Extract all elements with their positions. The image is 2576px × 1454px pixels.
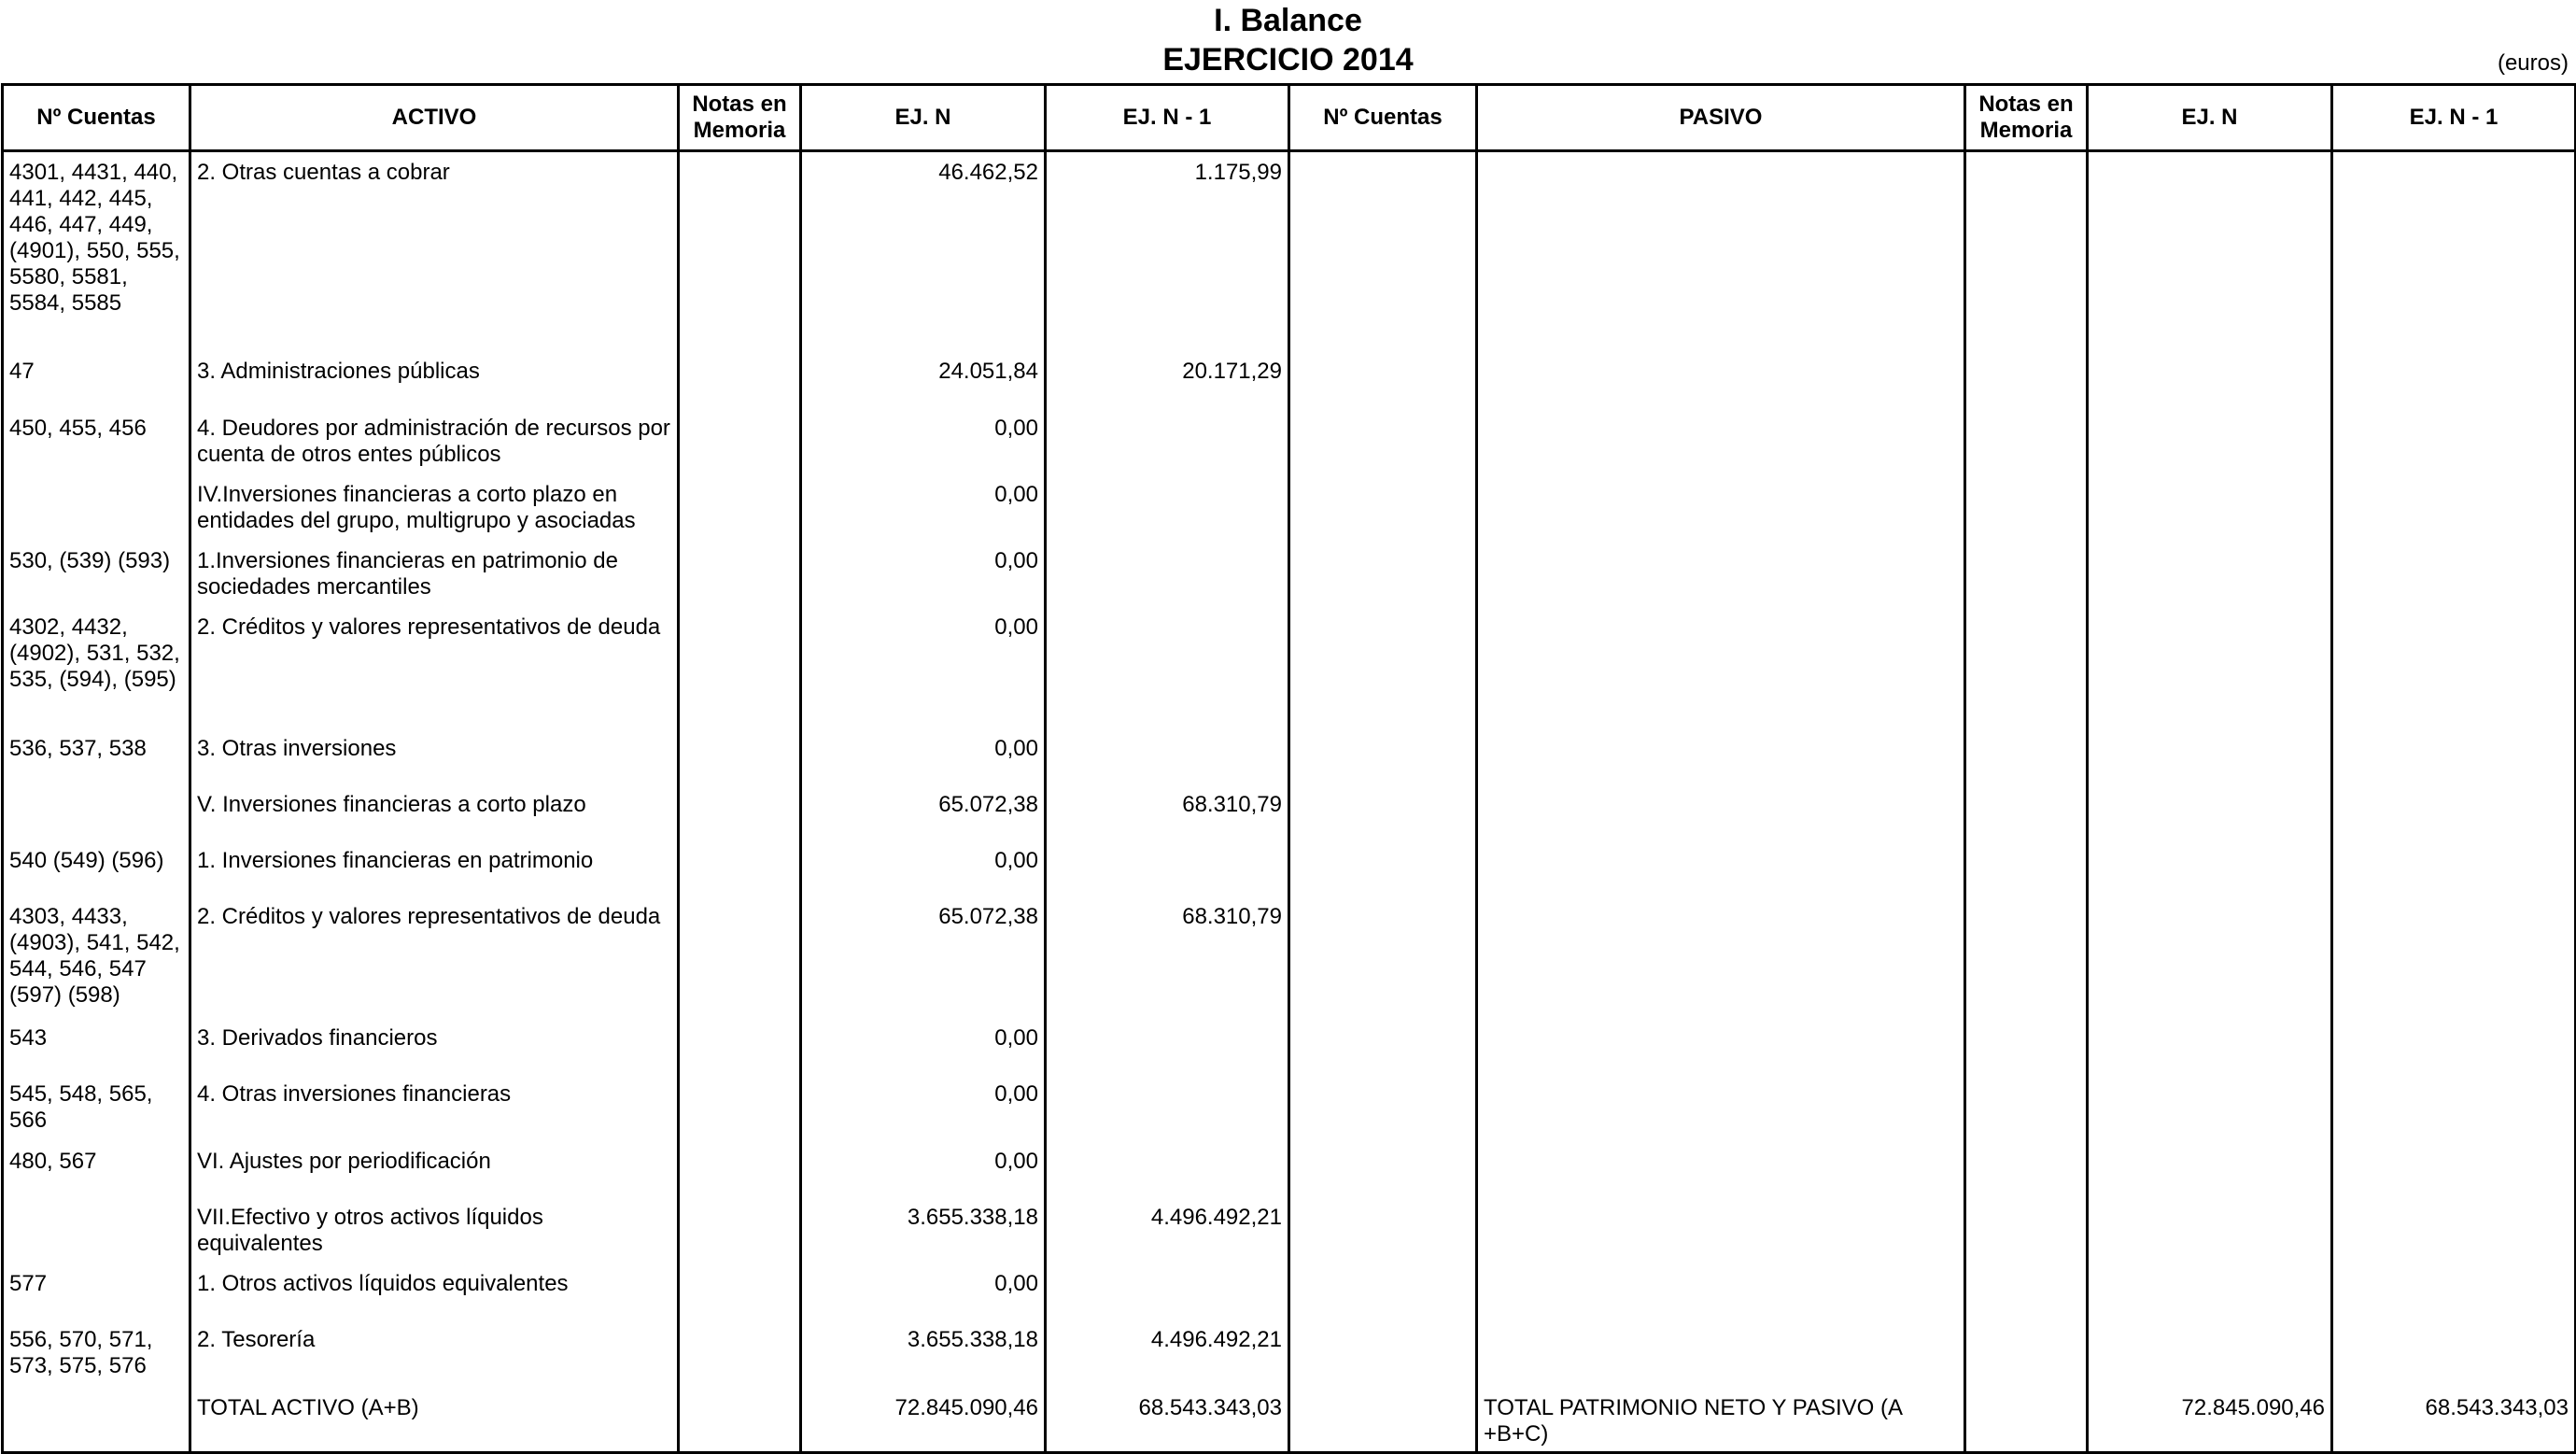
ej-n-cell: 0,00 [801, 541, 1046, 607]
pasivo-ej-n-1-cell [2332, 408, 2576, 474]
pasivo-ej-n-1-cell [2332, 1320, 2576, 1388]
concepto-cell: 3. Otras inversiones [190, 728, 679, 784]
ej-n-cell: 65.072,38 [801, 784, 1046, 840]
pasivo-concepto-cell [1477, 351, 1965, 408]
ej-n-cell: 0,00 [801, 1074, 1046, 1141]
pasivo-cuentas-cell [1289, 728, 1477, 784]
pasivo-ej-n-1-cell [2332, 351, 2576, 408]
notas-cell [679, 1074, 801, 1141]
concepto-cell: V. Inversiones financieras a corto plazo [190, 784, 679, 840]
pasivo-ej-n-1-cell [2332, 784, 2576, 840]
pasivo-ej-n-1-cell [2332, 840, 2576, 896]
pasivo-notas-cell [1965, 474, 2088, 541]
concepto-cell: 1.Inversiones financieras en patrimonio de sociedades mercantiles [190, 541, 679, 607]
pasivo-ej-n-1-cell [2332, 1197, 2576, 1263]
pasivo-notas-cell [1965, 784, 2088, 840]
header-cuentas: Nº Cuentas [3, 85, 190, 151]
header-ej-n-pasivo: EJ. N [2088, 85, 2332, 151]
pasivo-ej-n-cell [2088, 1320, 2332, 1388]
notas-cell [679, 1018, 801, 1074]
pasivo-cuentas-cell [1289, 408, 1477, 474]
pasivo-ej-n-1-cell [2332, 1263, 2576, 1320]
pasivo-ej-n-cell [2088, 1018, 2332, 1074]
pasivo-cuentas-cell [1289, 474, 1477, 541]
page-title: I. Balance [1214, 3, 1362, 38]
table-row [3, 728, 2576, 784]
pasivo-notas-cell [1965, 151, 2088, 351]
pasivo-notas-cell [1965, 408, 2088, 474]
ej-n-1-cell [1046, 408, 1289, 474]
pasivo-concepto-cell [1477, 541, 1965, 607]
table-row [3, 151, 2576, 351]
pasivo-ej-n-1-cell [2332, 1141, 2576, 1197]
pasivo-concepto-cell [1477, 1018, 1965, 1074]
table-row [3, 896, 2576, 1018]
cuentas-cell: 47 [3, 351, 190, 408]
total-activo-ej-n-1: 68.543.343,03 [1046, 1388, 1289, 1453]
pasivo-concepto-cell [1477, 474, 1965, 541]
pasivo-cuentas-cell [1289, 1074, 1477, 1141]
pasivo-notas-cell [1965, 541, 2088, 607]
notas-cell [679, 408, 801, 474]
cuentas-cell [3, 1197, 190, 1263]
table-row [3, 351, 2576, 408]
pasivo-ej-n-1-cell [2332, 1018, 2576, 1074]
pasivo-concepto-cell [1477, 1320, 1965, 1388]
table-row [3, 1074, 2576, 1141]
pasivo-ej-n-cell [2088, 351, 2332, 408]
pasivo-ej-n-cell [2088, 607, 2332, 728]
ej-n-cell: 0,00 [801, 1141, 1046, 1197]
pasivo-concepto-cell [1477, 1141, 1965, 1197]
pasivo-ej-n-1-cell [2332, 1074, 2576, 1141]
pasivo-concepto-cell [1477, 1263, 1965, 1320]
concepto-cell: 3. Derivados financieros [190, 1018, 679, 1074]
total-cuentas-pasivo [1289, 1388, 1477, 1453]
header-cuentas-pasivo: Nº Cuentas [1289, 85, 1477, 151]
ej-n-cell: 46.462,52 [801, 151, 1046, 351]
header-notas-pasivo: Notas en Memoria [1965, 85, 2088, 151]
pasivo-cuentas-cell [1289, 607, 1477, 728]
header-activo: ACTIVO [190, 85, 679, 151]
table-row [3, 784, 2576, 840]
ej-n-1-cell: 20.171,29 [1046, 351, 1289, 408]
ej-n-1-cell [1046, 474, 1289, 541]
table-row [3, 1018, 2576, 1074]
ej-n-1-cell: 68.310,79 [1046, 784, 1289, 840]
concepto-cell: 3. Administraciones públicas [190, 351, 679, 408]
concepto-cell: 4. Deudores por administración de recursos por cuenta de otros entes públicos [190, 408, 679, 474]
cuentas-cell: 450, 455, 456 [3, 408, 190, 474]
pasivo-cuentas-cell [1289, 896, 1477, 1018]
cuentas-cell: 530, (539) (593) [3, 541, 190, 607]
pasivo-concepto-cell [1477, 784, 1965, 840]
pasivo-ej-n-cell [2088, 541, 2332, 607]
pasivo-notas-cell [1965, 896, 2088, 1018]
table-row [3, 408, 2576, 474]
concepto-cell: 1. Otros activos líquidos equivalentes [190, 1263, 679, 1320]
notas-cell [679, 896, 801, 1018]
pasivo-concepto-cell [1477, 840, 1965, 896]
ej-n-cell: 0,00 [801, 728, 1046, 784]
ej-n-1-cell [1046, 840, 1289, 896]
pasivo-ej-n-cell [2088, 728, 2332, 784]
ej-n-cell: 0,00 [801, 1018, 1046, 1074]
total-pasivo-ej-n-1: 68.543.343,03 [2332, 1388, 2576, 1453]
notas-cell [679, 1263, 801, 1320]
pasivo-cuentas-cell [1289, 1320, 1477, 1388]
balance-table [1, 83, 2576, 1454]
cuentas-cell: 4301, 4431, 440, 441, 442, 445, 446, 447, 449, (4901), 550, 555, 5580, 5581, 5584, 5585 [3, 151, 190, 351]
ej-n-1-cell [1046, 541, 1289, 607]
ej-n-1-cell: 4.496.492,21 [1046, 1197, 1289, 1263]
total-cuentas [3, 1388, 190, 1453]
pasivo-notas-cell [1965, 1074, 2088, 1141]
ej-n-1-cell [1046, 1141, 1289, 1197]
pasivo-notas-cell [1965, 351, 2088, 408]
pasivo-cuentas-cell [1289, 1018, 1477, 1074]
pasivo-notas-cell [1965, 607, 2088, 728]
pasivo-concepto-cell [1477, 408, 1965, 474]
header-ej-n-1-pasivo: EJ. N - 1 [2332, 85, 2576, 151]
pasivo-notas-cell [1965, 1018, 2088, 1074]
total-notas-pasivo [1965, 1388, 2088, 1453]
cuentas-cell: 480, 567 [3, 1141, 190, 1197]
pasivo-notas-cell [1965, 1141, 2088, 1197]
pasivo-concepto-cell [1477, 151, 1965, 351]
ej-n-cell: 0,00 [801, 607, 1046, 728]
pasivo-concepto-cell [1477, 607, 1965, 728]
total-activo-ej-n: 72.845.090,46 [801, 1388, 1046, 1453]
pasivo-ej-n-cell [2088, 474, 2332, 541]
header-row [3, 85, 2576, 151]
table-row [3, 1197, 2576, 1263]
total-pasivo-label: TOTAL PATRIMONIO NETO Y PASIVO (A +B+C) [1477, 1388, 1965, 1453]
cuentas-cell: 577 [3, 1263, 190, 1320]
ej-n-cell: 3.655.338,18 [801, 1320, 1046, 1388]
ej-n-1-cell [1046, 1018, 1289, 1074]
fiscal-year-title: EJERCICIO 2014 [1162, 42, 1414, 78]
ej-n-cell: 0,00 [801, 474, 1046, 541]
pasivo-ej-n-cell [2088, 1263, 2332, 1320]
notas-cell [679, 840, 801, 896]
pasivo-cuentas-cell [1289, 1141, 1477, 1197]
notas-cell [679, 351, 801, 408]
pasivo-notas-cell [1965, 1263, 2088, 1320]
ej-n-cell: 0,00 [801, 1263, 1046, 1320]
cuentas-cell: 545, 548, 565, 566 [3, 1074, 190, 1141]
concepto-cell: 2. Créditos y valores representativos de deuda [190, 896, 679, 1018]
ej-n-cell: 0,00 [801, 840, 1046, 896]
total-pasivo-ej-n: 72.845.090,46 [2088, 1388, 2332, 1453]
pasivo-ej-n-cell [2088, 1141, 2332, 1197]
table-row [3, 1263, 2576, 1320]
table-row [3, 607, 2576, 728]
ej-n-1-cell [1046, 1263, 1289, 1320]
cuentas-cell [3, 784, 190, 840]
pasivo-ej-n-cell [2088, 840, 2332, 896]
pasivo-ej-n-cell [2088, 1197, 2332, 1263]
total-activo-label: TOTAL ACTIVO (A+B) [190, 1388, 679, 1453]
notas-cell [679, 1197, 801, 1263]
notas-cell [679, 1320, 801, 1388]
currency-units: (euros) [2497, 50, 2569, 76]
concepto-cell: 4. Otras inversiones financieras [190, 1074, 679, 1141]
pasivo-cuentas-cell [1289, 1263, 1477, 1320]
pasivo-ej-n-1-cell [2332, 728, 2576, 784]
cuentas-cell: 556, 570, 571, 573, 575, 576 [3, 1320, 190, 1388]
header-pasivo: PASIVO [1477, 85, 1965, 151]
concepto-cell: VI. Ajustes por periodificación [190, 1141, 679, 1197]
pasivo-ej-n-1-cell [2332, 896, 2576, 1018]
pasivo-cuentas-cell [1289, 541, 1477, 607]
pasivo-concepto-cell [1477, 896, 1965, 1018]
header-ej-n: EJ. N [801, 85, 1046, 151]
pasivo-notas-cell [1965, 1320, 2088, 1388]
pasivo-cuentas-cell [1289, 840, 1477, 896]
table-row [3, 1141, 2576, 1197]
concepto-cell: 2. Tesorería [190, 1320, 679, 1388]
ej-n-1-cell: 68.310,79 [1046, 896, 1289, 1018]
concepto-cell: 2. Otras cuentas a cobrar [190, 151, 679, 351]
pasivo-notas-cell [1965, 728, 2088, 784]
ej-n-1-cell: 1.175,99 [1046, 151, 1289, 351]
pasivo-cuentas-cell [1289, 151, 1477, 351]
concepto-cell: 1. Inversiones financieras en patrimonio [190, 840, 679, 896]
concepto-cell: 2. Créditos y valores representativos de deuda [190, 607, 679, 728]
pasivo-concepto-cell [1477, 1074, 1965, 1141]
pasivo-ej-n-1-cell [2332, 474, 2576, 541]
cuentas-cell: 4303, 4433, (4903), 541, 542, 544, 546, 547 (597) (598) [3, 896, 190, 1018]
table-row [3, 1320, 2576, 1388]
pasivo-ej-n-cell [2088, 896, 2332, 1018]
cuentas-cell [3, 474, 190, 541]
pasivo-ej-n-cell [2088, 151, 2332, 351]
ej-n-1-cell [1046, 607, 1289, 728]
total-row [3, 1388, 2576, 1453]
cuentas-cell: 540 (549) (596) [3, 840, 190, 896]
notas-cell [679, 728, 801, 784]
pasivo-ej-n-cell [2088, 1074, 2332, 1141]
cuentas-cell: 4302, 4432, (4902), 531, 532, 535, (594), (595) [3, 607, 190, 728]
pasivo-cuentas-cell [1289, 784, 1477, 840]
notas-cell [679, 541, 801, 607]
ej-n-cell: 24.051,84 [801, 351, 1046, 408]
ej-n-1-cell [1046, 1074, 1289, 1141]
table-row [3, 840, 2576, 896]
notas-cell [679, 474, 801, 541]
table-row [3, 474, 2576, 541]
concepto-cell: IV.Inversiones financieras a corto plazo en entidades del grupo, multigrupo y asociadas [190, 474, 679, 541]
ej-n-1-cell [1046, 728, 1289, 784]
pasivo-notas-cell [1965, 1197, 2088, 1263]
concepto-cell: VII.Efectivo y otros activos líquidos equivalentes [190, 1197, 679, 1263]
pasivo-ej-n-1-cell [2332, 541, 2576, 607]
table-row [3, 541, 2576, 607]
notas-cell [679, 607, 801, 728]
notas-cell [679, 151, 801, 351]
pasivo-ej-n-cell [2088, 784, 2332, 840]
pasivo-notas-cell [1965, 840, 2088, 896]
pasivo-ej-n-1-cell [2332, 151, 2576, 351]
notas-cell [679, 784, 801, 840]
pasivo-concepto-cell [1477, 728, 1965, 784]
notas-cell [679, 1141, 801, 1197]
pasivo-cuentas-cell [1289, 351, 1477, 408]
ej-n-1-cell: 4.496.492,21 [1046, 1320, 1289, 1388]
cuentas-cell: 536, 537, 538 [3, 728, 190, 784]
header-notas: Notas en Memoria [679, 85, 801, 151]
cuentas-cell: 543 [3, 1018, 190, 1074]
header-ej-n-1: EJ. N - 1 [1046, 85, 1289, 151]
pasivo-ej-n-1-cell [2332, 607, 2576, 728]
pasivo-cuentas-cell [1289, 1197, 1477, 1263]
ej-n-cell: 65.072,38 [801, 896, 1046, 1018]
pasivo-concepto-cell [1477, 1197, 1965, 1263]
pasivo-ej-n-cell [2088, 408, 2332, 474]
ej-n-cell: 0,00 [801, 408, 1046, 474]
ej-n-cell: 3.655.338,18 [801, 1197, 1046, 1263]
total-notas [679, 1388, 801, 1453]
